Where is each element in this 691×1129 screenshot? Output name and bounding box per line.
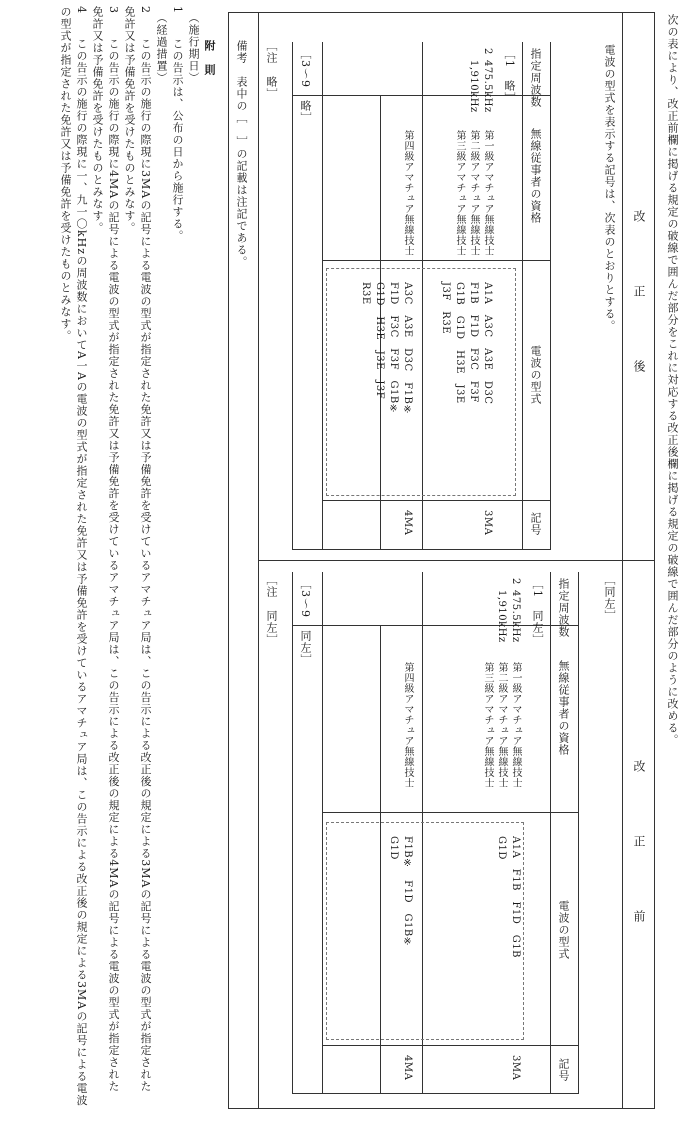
intro-text: 次の表により、改正前欄に掲げる規定の破線で囲んだ部分をこれに対応する改正後欄に掲げる規定の破線で囲んだ部分のように改める。: [666, 14, 679, 746]
before-row2-num: 2: [510, 578, 521, 585]
after-table-rule-4: [322, 42, 323, 550]
after-col-sep-2: [322, 260, 551, 261]
after-lead: 電波の型式を表示する記号は、次表のとおりとする。: [603, 44, 616, 332]
after-row1: ［1 略］: [503, 48, 516, 104]
after-code-4ma: 4MA: [402, 510, 413, 536]
before-freq-2: 1,910kHz: [496, 590, 507, 643]
after-type-3ma-1: A1A A3C A3E D3C: [482, 282, 493, 405]
before-table-rule-1: [578, 572, 579, 1094]
after-row2-num: 2: [482, 48, 493, 55]
after-table-rule-2: [522, 42, 523, 550]
supp-title: 附 則: [203, 40, 216, 76]
supp-line-3: （経過措置）: [155, 12, 168, 84]
after-type-4ma-2: F1D F3C F3F G1B※: [388, 282, 399, 416]
supp-line-7: 免許又は予備免許を受けたものとみなす。: [91, 6, 104, 234]
frame-bottom-line: [228, 1108, 655, 1109]
before-table-top: [292, 572, 293, 1094]
after-header-3: 後: [632, 360, 646, 372]
after-table-bottom: [292, 549, 551, 550]
before-note: ［注 同左］: [265, 574, 278, 646]
before-table-rule-2: [550, 572, 551, 1094]
before-header-3: 前: [632, 910, 646, 922]
after-freq-1: 475.5kHz: [482, 60, 493, 113]
before-code-4ma: 4MA: [402, 1055, 413, 1081]
after-col-sep-3: [322, 500, 551, 501]
before-code-3ma: 3MA: [510, 1055, 521, 1081]
half-divider: [258, 560, 654, 561]
after-col-type: 電波の型式: [529, 345, 542, 405]
after-col-freq: 指定周波数: [529, 48, 542, 108]
before-row1: ［1 同左］: [531, 578, 544, 646]
before-type-3ma-2: G1D: [496, 836, 507, 860]
after-note: ［注 略］: [265, 40, 278, 100]
before-lead: ［同左］: [603, 574, 616, 622]
supp-line-5: 免許又は予備免許を受けたものとみなす。: [123, 6, 136, 234]
after-type-3ma-2: F1B F1D F3C F3F: [468, 282, 479, 403]
after-code-3ma: 3MA: [482, 510, 493, 536]
frame-right-line: [654, 12, 655, 1109]
before-col-sep-2: [322, 812, 579, 813]
before-type-4ma-2: G1D: [388, 836, 399, 860]
remark-divider: [258, 12, 259, 1109]
after-table-top: [292, 42, 293, 550]
after-type-3ma-4: J3F R3E: [440, 282, 451, 335]
before-header-2: 正: [632, 835, 646, 847]
supp-line-4: 2 この告示の施行の際現に3MAの記号による電波の型式が指定された免許又は予備免許を受けているアマチュア局は、この告示による改正後の規定による3MAの記号による電波の型式が指定された: [139, 6, 152, 1093]
after-col-qual: 無線従事者の資格: [529, 128, 542, 224]
before-header-1: 改: [632, 760, 646, 772]
after-type-4ma-3: G1D H3E J3E J3F: [374, 282, 385, 400]
after-col-code: 記号: [529, 512, 542, 536]
before-type-3ma-1: A1A F1B F1D G1B: [510, 836, 521, 958]
before-qual-2: 第二級アマチュア無線技士: [496, 662, 507, 788]
after-freq-2: 1,910kHz: [468, 60, 479, 113]
supp-line-1: （施行期日）: [187, 12, 200, 84]
after-qual-1: 第一級アマチュア無線技士: [482, 130, 493, 256]
after-qual-3: 第三級アマチュア無線技士: [454, 130, 465, 256]
before-freq-1: 475.5kHz: [510, 590, 521, 643]
after-type-3ma-3: G1B G1D H3E J3E: [454, 282, 465, 404]
before-qual-3: 第三級アマチュア無線技士: [482, 662, 493, 788]
before-col-type: 電波の型式: [557, 900, 570, 960]
after-qual-2: 第二級アマチュア無線技士: [468, 130, 479, 256]
before-col-sep-3: [322, 1045, 579, 1046]
before-qual-1: 第一級アマチュア無線技士: [510, 662, 521, 788]
after-header-2: 正: [632, 285, 646, 297]
before-col-freq: 指定周波数: [557, 578, 570, 638]
after-type-4ma-1: A3C A3E D3C F1B※: [402, 282, 413, 416]
after-table-rule-1: [550, 42, 551, 550]
before-col-qual: 無線従事者の資格: [557, 660, 570, 756]
before-table-bottom: [292, 1093, 579, 1094]
frame-top-line: [228, 12, 655, 13]
supp-line-2: 1 この告示は、公布の日から施行する。: [171, 6, 184, 242]
after-qual-4: 第四級アマチュア無線技士: [402, 130, 413, 256]
before-table-rule-4: [322, 572, 323, 1094]
before-type-4ma-1: F1B※ F1D G1B※: [402, 836, 413, 949]
after-type-4ma-4: R3E: [360, 282, 371, 305]
frame-left-line: [228, 12, 229, 1109]
before-rows-omit: ［3～9 同左］: [299, 578, 312, 666]
remark: 備考 表中の［ ］の記載は注記である。: [235, 40, 248, 268]
after-header-1: 改: [632, 210, 646, 222]
before-qual-4: 第四級アマチュア無線技士: [402, 662, 413, 788]
supp-line-6: 3 この告示の施行の際現に4MAの記号による電波の型式が指定された免許又は予備免許を受けているアマチュア局は、この告示による改正後の規定による4MAの記号による電波の型式が指定された: [107, 6, 120, 1093]
after-rows-omit: ［3～9 略］: [299, 48, 312, 124]
supp-line-9: の型式が指定された免許又は予備免許を受けたものとみなす。: [59, 6, 72, 342]
supp-line-8: 4 この告示の施行の際現に一、九一〇kHzの周波数においてA一Aの電波の型式が指定された免許又は予備免許を受けているアマチュア局は、この告示による改正後の規定による3MAの記号による電波: [75, 6, 88, 1107]
before-col-code: 記号: [557, 1058, 570, 1082]
